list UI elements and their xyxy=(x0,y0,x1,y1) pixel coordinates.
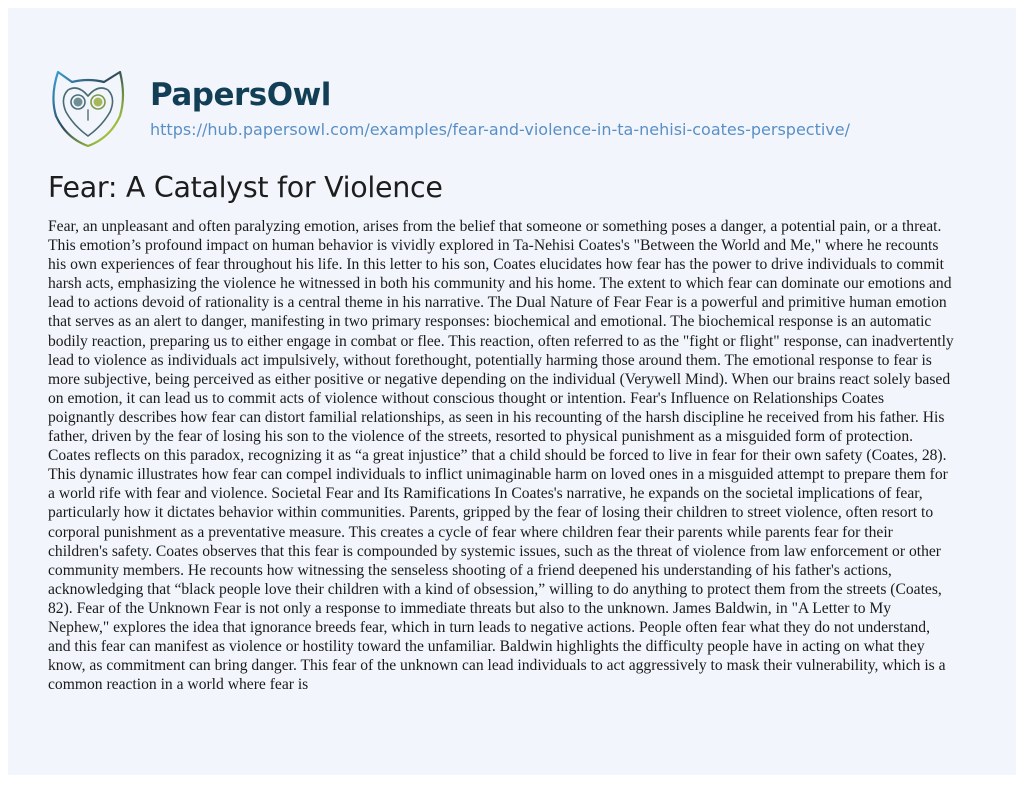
body-line: his own experiences of fear throughout his life. In this letter to his son, Coates elucidates how fear has the power to drive individuals to commit xyxy=(48,256,944,274)
body-line: particularly how it dictates behavior within communities. Parents, gripped by the fear of losing their children to street violence, often resort to xyxy=(48,504,934,522)
body-line: children's safety. Coates observes that this fear is compounded by systemic issues, such as the threat of violence from law enforcement or other xyxy=(48,542,941,560)
owl-icon[interactable] xyxy=(48,66,128,150)
body-line: and this fear can manifest as violence or hostility toward the unfamiliar. Baldwin highlights the difficulty people have in acting on what they xyxy=(48,638,925,656)
body-line: Coates reflects on this paradox, recognizing it as “a great injustice” that a child should be forced to live in fear for their own safety (Coates, 28). xyxy=(48,447,947,465)
article-body xyxy=(48,217,988,694)
body-line: This emotion’s profound impact on human behavior is vividly explored in Ta-Nehisi Coates's "Between the World and Me," where he recounts xyxy=(48,237,939,255)
body-line: harsh acts, emphasizing the violence he witnessed in both his community and his home. The extent to which fear can dominate our emotions and xyxy=(48,275,952,293)
body-line: Nephew," explores the idea that ignorance breeds fear, which in turn leads to negative actions. People often fear what they do not understand, xyxy=(48,618,931,636)
body-line: father, driven by the fear of losing his son to the violence of the streets, resorted to physical punishment as a misguided form of protection. xyxy=(48,428,914,446)
body-line: on emotion, it can lead us to commit acts of violence without conscious thought or intention. Fear's Influence on Relationships Coates xyxy=(48,389,885,407)
body-line: a world rife with fear and violence. Societal Fear and Its Ramifications In Coates's narrative, he expands on the societal implications of fear, xyxy=(48,485,923,503)
site-header xyxy=(48,66,850,150)
body-line: community members. He recounts how witnessing the senseless shooting of a friend deepened his understanding of his father's actions, xyxy=(48,561,892,579)
body-line: bodily reaction, preparing us to either engage in combat or flee. This reaction, often referred to as the "fight or flight" response, can inadvertently xyxy=(48,332,954,350)
body-line: more subjective, being perceived as either positive or negative depending on the individual (Verywell Mind). When our brains react solely based xyxy=(48,370,951,388)
body-line: lead to violence as individuals act impulsively, without forethought, potentially harming those around them. The emotional response to fear is xyxy=(48,351,932,369)
body-line: Fear, an unpleasant and often paralyzing emotion, arises from the belief that someone or something poses a danger, a potential pain, or a threat. xyxy=(48,218,942,235)
body-line: This dynamic illustrates how fear can compel individuals to inflict unimaginable harm on loved ones in a misguided attempt to prepare them for xyxy=(48,466,948,484)
body-line: common reaction in a world where fear is xyxy=(48,676,309,694)
body-line: that serves as an alert to danger, manifesting in two primary responses: biochemical and emotional. The biochemical response is an automatic xyxy=(48,313,932,331)
body-line: corporal punishment as a preventative measure. This creates a cycle of fear where children fear their parents while parents fear for their xyxy=(48,523,893,541)
body-line: poignantly describes how fear can distort familial relationships, as seen in his recounting of the harsh discipline he received from his father. His xyxy=(48,408,945,426)
body-line: know, as commitment can bring danger. This fear of the unknown can lead individuals to act aggressively to mask their vulnerability, which is a xyxy=(48,657,946,675)
body-line: lead to actions devoid of rationality is a central theme in his narrative. The Dual Nature of Fear Fear is a powerful and primitive human emotion xyxy=(48,294,947,312)
brand-name[interactable]: PapersOwl xyxy=(150,77,331,113)
source-url-link[interactable]: https://hub.papersowl.com/examples/fear-and-violence-in-ta-nehisi-coates-perspective/ xyxy=(150,120,850,139)
brand-block xyxy=(150,76,850,140)
article-title: Fear: A Catalyst for Violence xyxy=(48,171,443,204)
body-line: acknowledging that “black people love their children with a kind of obsession,” willing to do anything to protect them from the streets (Coates, xyxy=(48,580,942,598)
body-line: 82). Fear of the Unknown Fear is not only a response to immediate threats but also to the unknown. James Baldwin, in "A Letter to My xyxy=(48,599,892,617)
